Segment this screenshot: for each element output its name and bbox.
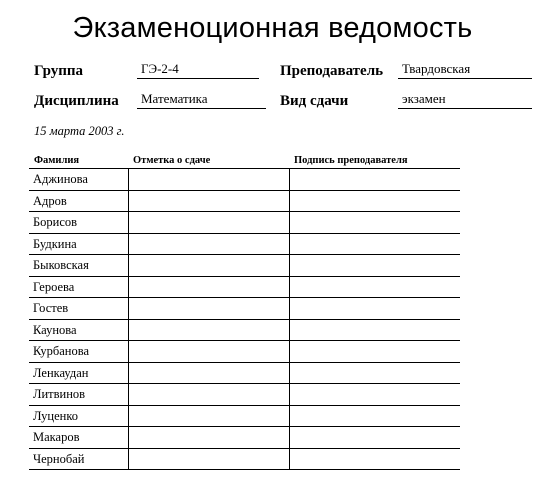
student-name: Быковская [29, 255, 128, 277]
signature-cell[interactable] [289, 319, 460, 341]
student-name: Чернобай [29, 448, 128, 470]
mark-cell[interactable] [128, 384, 289, 406]
table-row [29, 384, 460, 406]
column-header-mark: Отметка о сдаче [128, 152, 289, 169]
signature-cell[interactable] [289, 362, 460, 384]
table-row [29, 405, 460, 427]
table-row [29, 255, 460, 277]
subject-field[interactable]: Математика [137, 91, 266, 109]
mark-cell[interactable] [128, 298, 289, 320]
signature-cell[interactable] [289, 233, 460, 255]
signature-cell[interactable] [289, 448, 460, 470]
student-name: Гостев [29, 298, 128, 320]
student-name: Адров [29, 190, 128, 212]
signature-cell[interactable] [289, 341, 460, 363]
student-name: Луценко [29, 405, 128, 427]
exam-type-label: Вид сдачи [280, 93, 349, 109]
signature-cell[interactable] [289, 405, 460, 427]
student-name: Героева [29, 276, 128, 298]
signature-cell[interactable] [289, 190, 460, 212]
teacher-field[interactable]: Твардовская [398, 61, 532, 79]
mark-cell[interactable] [128, 169, 289, 191]
document-title: Экзаменоционная ведомость [72, 12, 473, 44]
student-name: Будкина [29, 233, 128, 255]
signature-cell[interactable] [289, 212, 460, 234]
table-row [29, 319, 460, 341]
table-row [29, 427, 460, 449]
table-row [29, 298, 460, 320]
teacher-label: Преподаватель [280, 63, 384, 79]
signature-cell[interactable] [289, 427, 460, 449]
table-row [29, 448, 460, 470]
table-header-row [29, 152, 460, 169]
student-name: Ленкаудан [29, 362, 128, 384]
mark-cell[interactable] [128, 405, 289, 427]
table-row [29, 169, 460, 191]
signature-cell[interactable] [289, 276, 460, 298]
signature-cell[interactable] [289, 384, 460, 406]
table-row [29, 362, 460, 384]
mark-cell[interactable] [128, 341, 289, 363]
mark-cell[interactable] [128, 255, 289, 277]
exam-type-field[interactable]: экзамен [398, 91, 532, 109]
mark-cell[interactable] [128, 427, 289, 449]
group-label: Группа [34, 63, 84, 79]
table-row [29, 212, 460, 234]
student-name: Макаров [29, 427, 128, 449]
signature-cell[interactable] [289, 298, 460, 320]
mark-cell[interactable] [128, 448, 289, 470]
subject-label: Дисциплина [34, 93, 119, 109]
mark-cell[interactable] [128, 319, 289, 341]
mark-cell[interactable] [128, 190, 289, 212]
table-row [29, 341, 460, 363]
mark-cell[interactable] [128, 212, 289, 234]
mark-cell[interactable] [128, 276, 289, 298]
student-name: Каунова [29, 319, 128, 341]
student-name: Борисов [29, 212, 128, 234]
mark-cell[interactable] [128, 233, 289, 255]
signature-cell[interactable] [289, 255, 460, 277]
column-header-surname: Фамилия [29, 152, 128, 169]
student-name: Аджинова [29, 169, 128, 191]
student-name: Литвинов [29, 384, 128, 406]
mark-cell[interactable] [128, 362, 289, 384]
table-row [29, 233, 460, 255]
grades-table [29, 152, 460, 470]
exam-date: 15 марта 2003 г. [34, 124, 125, 138]
student-name: Курбанова [29, 341, 128, 363]
table-row [29, 276, 460, 298]
group-field[interactable]: ГЭ-2-4 [137, 61, 259, 79]
table-row [29, 190, 460, 212]
column-header-signature: Подпись преподавателя [289, 152, 460, 169]
signature-cell[interactable] [289, 169, 460, 191]
